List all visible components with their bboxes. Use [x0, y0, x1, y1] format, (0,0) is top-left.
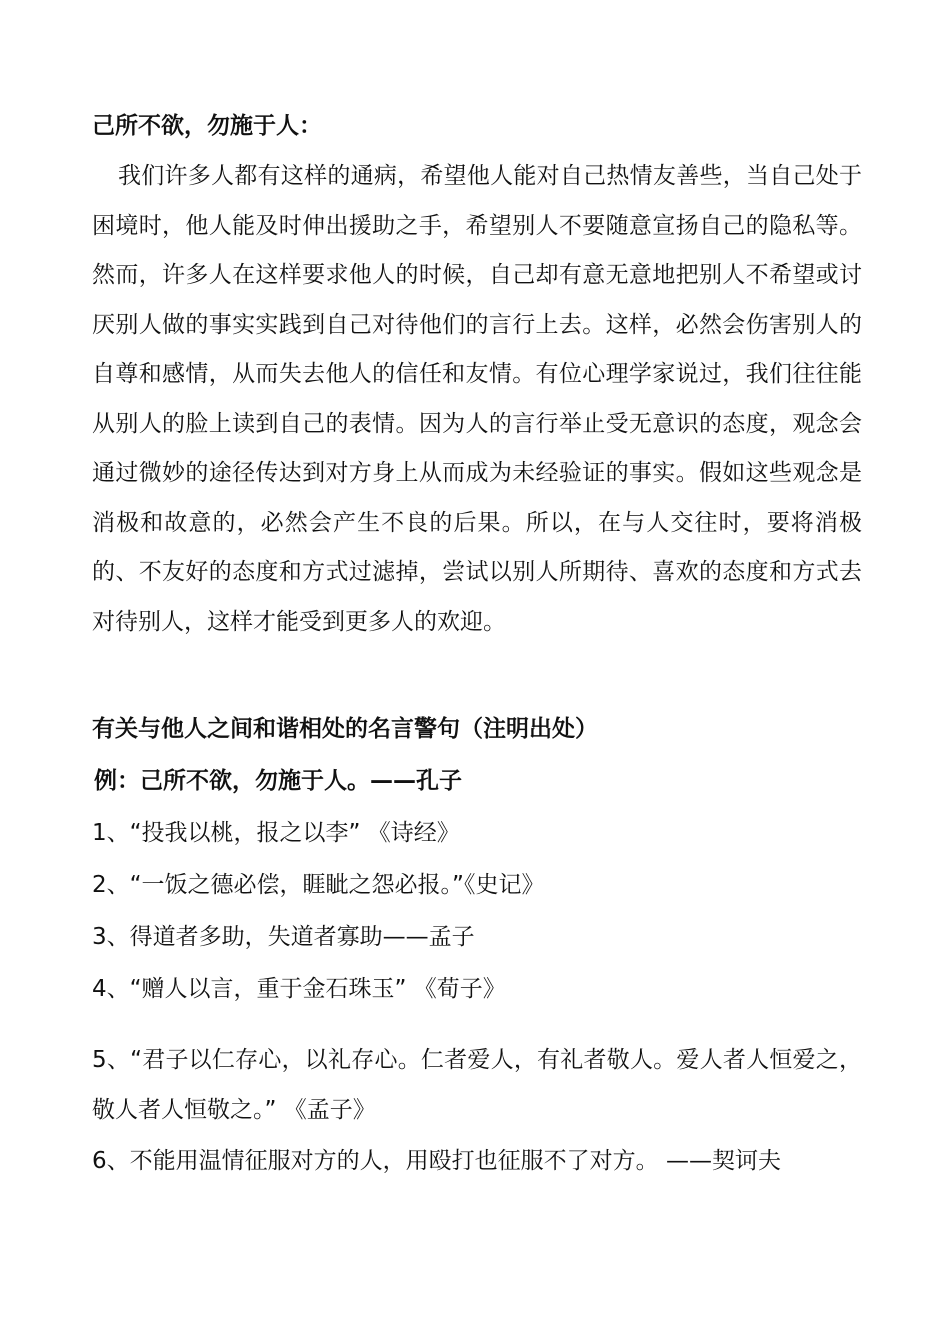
quote-item-1: 1、“投我以桃，报之以李” 《诗经》 [92, 820, 460, 846]
section-1-title: 己所不欲，勿施于人： [92, 113, 322, 139]
quote-item-5: 5、“君子以仁存心，以礼存心。仁者爱人，有礼者敬人。爱人者人恒爱之，敬人者人恒敬之。” 《孟子》 [92, 1047, 862, 1123]
example-quote: 例：己所不欲，勿施于人。——孔子 [94, 768, 462, 794]
section-1-body: 我们许多人都有这样的通病，希望他人能对自己热情友善些，当自己处于困境时，他人能及时伸出援助之手，希望别人不要随意宣扬自己的隐私等。然而，许多人在这样要求他人的时候，自己却有意无意地把别人不希望或讨厌别人做的事实实践到自己对待他们的言行上去。这样，必然会伤害别人的自尊和感情，从而失去他人的信任和友情。有位心理学家说过，我们往往能从别人的脸上读到自己的表情。因为人的言行举止受无意识的态度，观念会通过微妙的途径传达到对方身上从而成为未经验证的事实。假如这些观念是消极和故意的，必然会产生不良的后果。所以，在与人交往时，要将消极的、不友好的态度和方式过滤掉，尝试以别人所期待、喜欢的态度和方式去对待别人，这样才能受到更多人的欢迎。 [92, 163, 862, 635]
quote-gap [92, 1015, 862, 1035]
document-page [92, 100, 862, 1187]
section-gap [92, 647, 862, 703]
quote-item-4: 4、“赠人以言，重于金石珠玉” 《荀子》 [92, 976, 506, 1002]
section-2-title: 有关与他人之间和谐相处的名言警句（注明出处） [92, 716, 598, 742]
quote-item-6: 6、不能用温情征服对方的人，用殴打也征服不了对方。 ——契诃夫 [92, 1148, 781, 1174]
quote-item-3: 3、得道者多助，失道者寡助——孟子 [92, 924, 475, 950]
quote-item-2: 2、“一饭之德必偿，睚眦之怨必报。”《史记》 [92, 872, 545, 898]
